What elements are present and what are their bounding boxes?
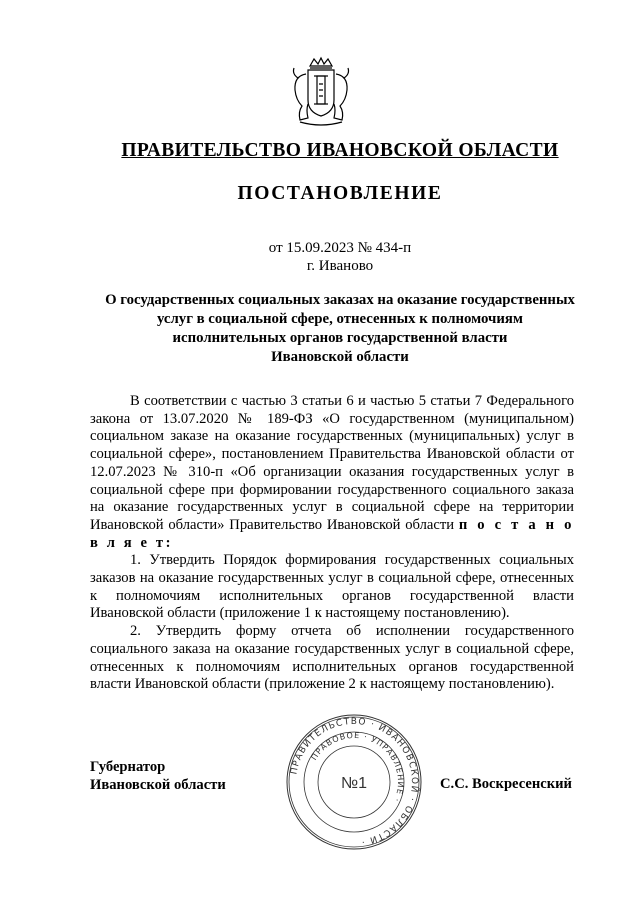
subject-line: услуг в социальной сфере, отнесенных к полномочиям	[156, 311, 524, 327]
decree-item: 2. Утвердить форму отчета об исполнении государственного социального заказа на оказание государственных услуг в социальной сфере, отнесенных к полномочиям исполнительных органов государственной власти Ивановской области (приложение 2 к настоящему постановлению).	[90, 623, 574, 693]
signatory-position	[90, 758, 226, 794]
decree-colon: :	[165, 534, 171, 551]
city: г. Иваново	[306, 258, 374, 274]
subject-line: О государственных социальных заказах на оказание государственных	[105, 292, 575, 308]
document-type: ПОСТАНОВЛЕНИЕ	[237, 183, 443, 204]
position-line: Ивановской области	[90, 777, 226, 793]
preamble-paragraph	[90, 393, 574, 552]
organization-title: ПРАВИТЕЛЬСТВО ИВАНОВСКОЙ ОБЛАСТИ	[121, 140, 559, 161]
position-line: Губернатор	[90, 759, 166, 775]
seal-number: №1	[340, 775, 368, 792]
subject-line: Ивановской области	[271, 349, 409, 365]
subject-line: исполнительных органов государственной власти	[172, 330, 508, 346]
signatory-name: С.С. Воскресенский	[440, 776, 572, 792]
document-body	[90, 393, 574, 694]
svg-text:ПРАВОВОЕ · УПРАВЛЕНИЕ ·: ПРАВОВОЕ · УПРАВЛЕНИЕ ·	[309, 730, 406, 804]
document-subject	[90, 291, 590, 367]
decree-word: п о с т а н о в л я е т	[90, 516, 574, 551]
date-number: от 15.09.2023 № 434-п	[268, 240, 412, 256]
svg-text:ПРАВИТЕЛЬСТВО · ИВАНОВСКОЙ · О: ПРАВИТЕЛЬСТВО · ИВАНОВСКОЙ · ОБЛАСТИ ·	[289, 716, 420, 847]
official-seal	[284, 712, 424, 852]
preamble-text: В соответствии с частью 3 статьи 6 и частью 5 статьи 7 Федерального закона от 13.07.2020 № 189-ФЗ «О государственном (муниципальном) социальном заказе на оказание государственных (муниципальных) услуг в социальной сфере», постановлением Правительства Ивановской области от 12.07.2023 № 310-п «Об организации оказания государственных услуг в социальной сфере при формировании государственного социального заказа на оказание государственных услуг в социальной сфере на территории Ивановской области» Правительство Ивановской области	[90, 393, 574, 533]
decree-item: 1. Утвердить Порядок формирования государственных социальных заказов на оказание государственных услуг в социальной сфере, отнесенных к полномочиям исполнительных органов государственной власти Ивановской области (приложение 1 к настоящему постановлению).	[90, 552, 574, 622]
coat-of-arms-icon	[286, 56, 356, 128]
